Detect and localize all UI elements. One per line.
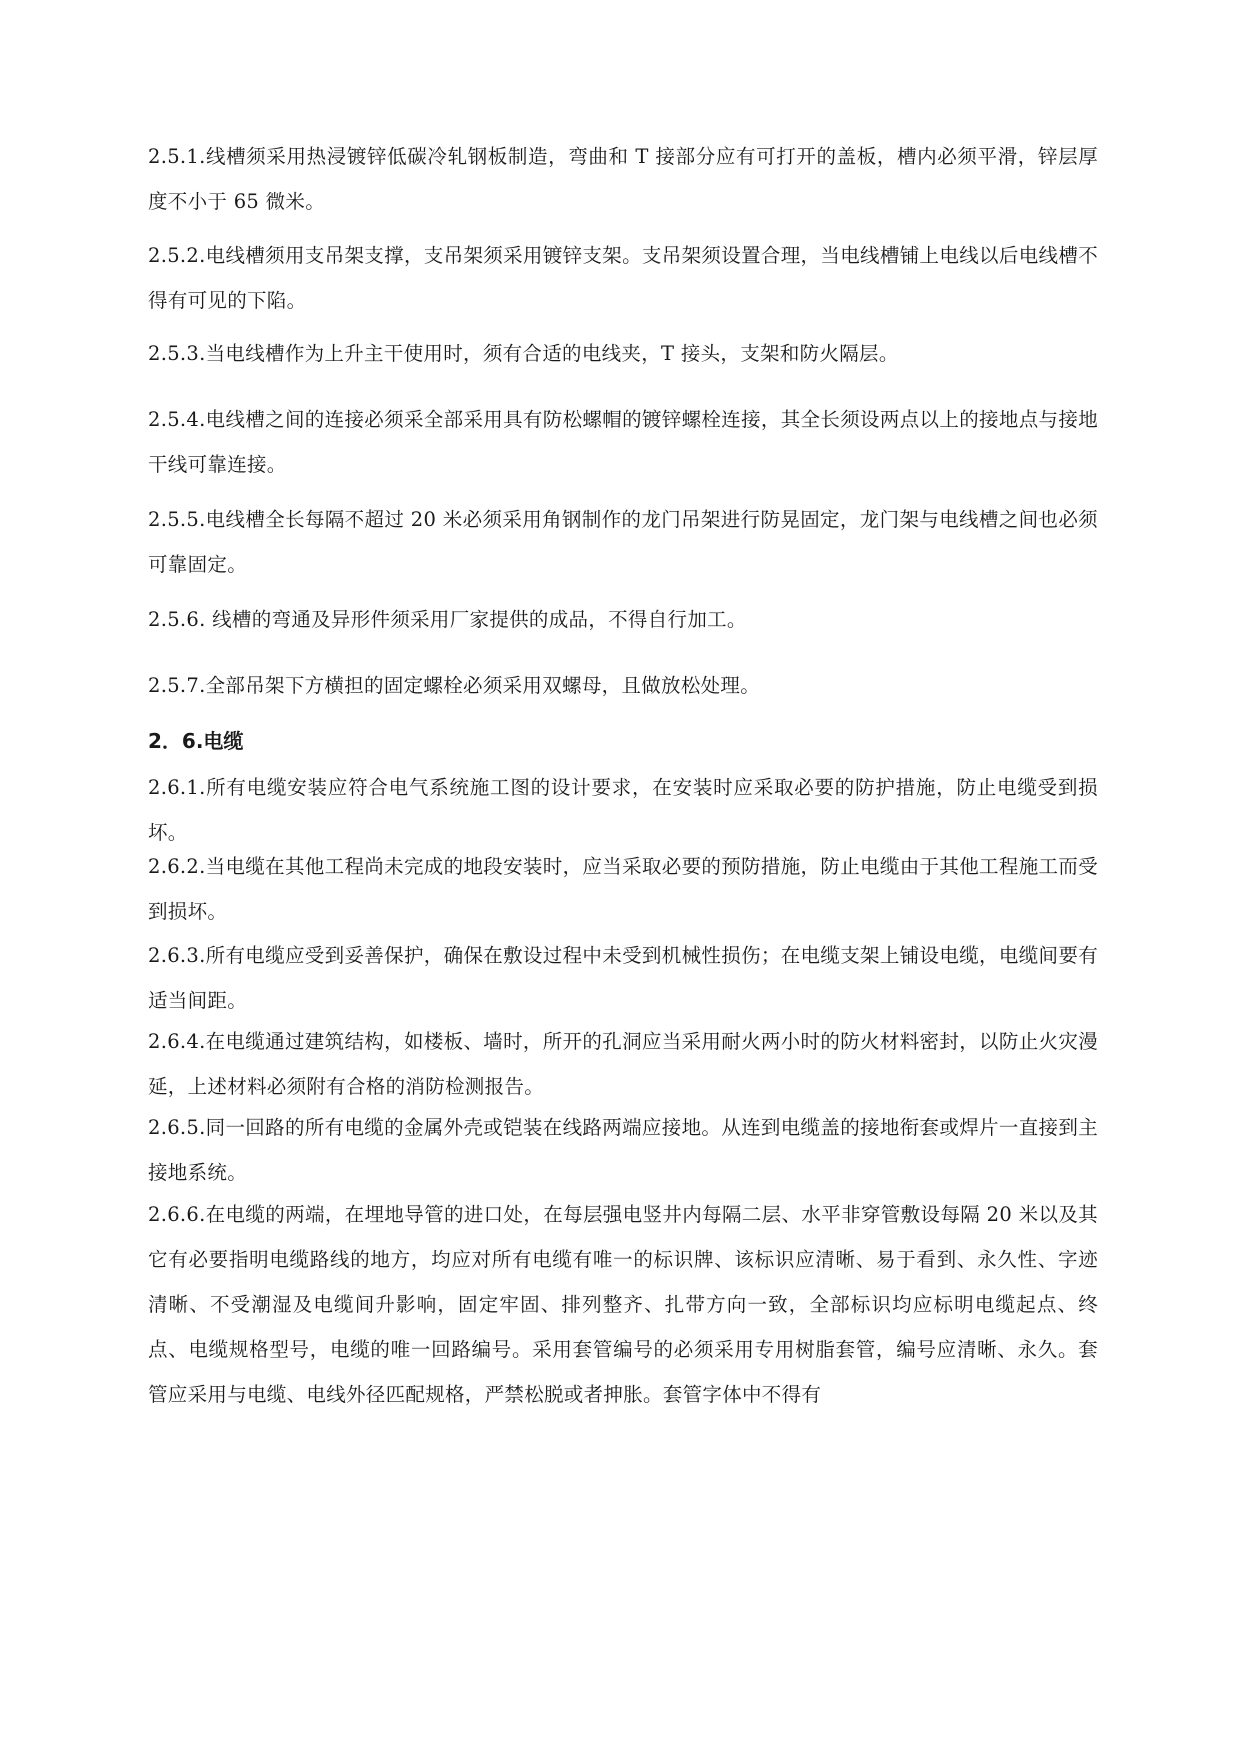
- clause-2-6-2: 2.6.2.当电缆在其他工程尚未完成的地段安装时，应当采取必要的预防措施，防止电缆由于其他工程施工而受到损坏。: [148, 855, 1098, 923]
- clause-2-5-1: 2.5.1.线槽须采用热浸镀锌低碳冷轧钢板制造，弯曲和 T 接部分应有可打开的盖板，槽内必须平滑，锌层厚度不小于 65 微米。: [148, 145, 1098, 213]
- clause-2-5-2: 2.5.2.电线槽须用支吊架支撑，支吊架须采用镀锌支架。支吊架须设置合理，当电线槽铺上电线以后电线槽不得有可见的下陷。: [148, 244, 1098, 312]
- clause-2-5-3: 2.5.3.当电线槽作为上升主干使用时，须有合适的电线夹，T 接头，支架和防火隔层。: [148, 342, 899, 365]
- clause-2-6-3: 2.6.3.所有电缆应受到妥善保护，确保在敷设过程中未受到机械性损伤；在电缆支架上铺设电缆，电缆间要有适当间距。: [148, 944, 1098, 1012]
- clause-2-5-6: 2.5.6. 线槽的弯通及异形件须采用厂家提供的成品，不得自行加工。: [148, 608, 747, 631]
- section-heading-cables: 2．6.电缆: [148, 729, 244, 753]
- clause-2-6-1: 2.6.1.所有电缆安装应符合电气系统施工图的设计要求，在安装时应采取必要的防护措施，防止电缆受到损坏。: [148, 776, 1098, 844]
- clause-2-5-4: 2.5.4.电线槽之间的连接必须采全部采用具有防松螺帽的镀锌螺栓连接，其全长须设两点以上的接地点与接地干线可靠连接。: [148, 408, 1098, 476]
- clause-2-6-4: 2.6.4.在电缆通过建筑结构，如楼板、墙时，所开的孔洞应当采用耐火两小时的防火材料密封，以防止火灾漫延，上述材料必须附有合格的消防检测报告。: [148, 1030, 1098, 1098]
- clause-2-5-7: 2.5.7.全部吊架下方横担的固定螺栓必须采用双螺母，且做放松处理。: [148, 674, 761, 697]
- clause-2-6-5: 2.6.5.同一回路的所有电缆的金属外壳或铠装在线路两端应接地。从连到电缆盖的接地衔套或焊片一直接到主接地系统。: [148, 1116, 1098, 1184]
- clause-2-6-6: 2.6.6.在电缆的两端，在埋地导管的进口处，在每层强电竖井内每隔二层、水平非穿管敷设每隔 20 米以及其它有必要指明电缆路线的地方，均应对所有电缆有唯一的标识牌、该标识应清晰、易于看到、永久性、字迹清晰、不受潮湿及电缆间升影响，固定牢固、排列整齐、扎带方向一致，全部标识均应标明电缆起点、终点、电缆规格型号，电缆的唯一回路编号。采用套管编号的必须采用专用树脂套管，编号应清晰、永久。套管应采用与电缆、电线外径匹配规格，严禁松脱或者抻胀。套管字体中不得有: [148, 1203, 1098, 1406]
- clause-2-5-5: 2.5.5.电线槽全长每隔不超过 20 米必须采用角钢制作的龙门吊架进行防晃固定，龙门架与电线槽之间也必须可靠固定。: [148, 508, 1098, 576]
